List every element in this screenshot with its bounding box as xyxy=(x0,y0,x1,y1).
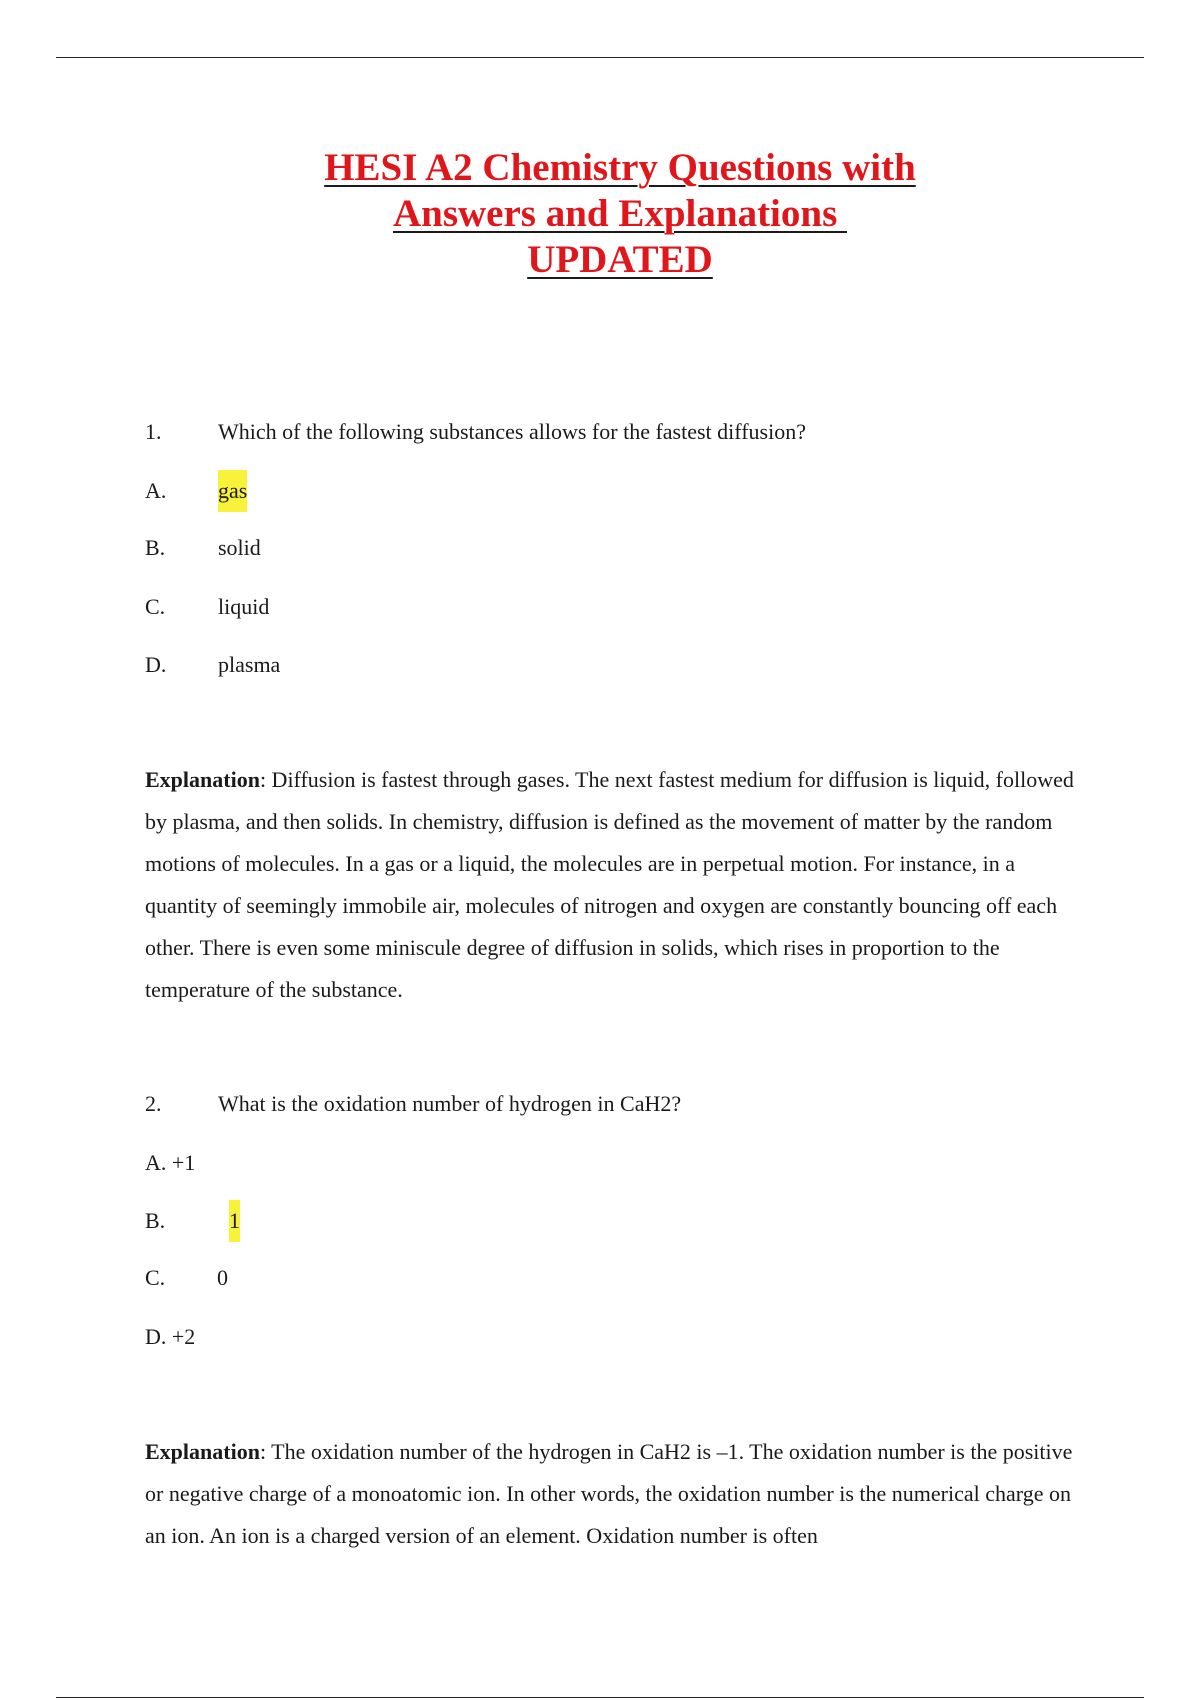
explanation-label: Explanation xyxy=(145,767,260,792)
option-d xyxy=(145,1316,195,1358)
explanation-label: Explanation xyxy=(145,1439,260,1464)
question-text: What is the oxidation number of hydrogen in CaH2? xyxy=(218,1091,682,1116)
option-text: liquid xyxy=(218,594,270,619)
option-letter: D. xyxy=(145,652,167,677)
top-rule xyxy=(56,57,1144,58)
option-a xyxy=(145,1142,195,1184)
option-letter: C. xyxy=(145,1265,166,1290)
explanation-text: : The oxidation number of the hydrogen in CaH2 is –1. The oxidation number is the positive or negative charge of a monoatomic ion. In other words, the oxidation number is the numerical charge on an ion. An ion is a charged version of an element. Oxidation number is often xyxy=(145,1439,1073,1548)
option-letter: A. xyxy=(145,478,167,503)
title-line-2: Answers and Explanations xyxy=(392,192,848,235)
option-text: plasma xyxy=(218,652,281,677)
explanation-1 xyxy=(145,759,1085,1011)
explanation-2 xyxy=(145,1431,1085,1557)
option-text: +2 xyxy=(171,1324,196,1349)
title-line-3: UPDATED xyxy=(527,238,713,281)
bottom-rule xyxy=(56,1697,1144,1698)
option-text: 0 xyxy=(217,1265,228,1290)
question-number: 2. xyxy=(145,1091,162,1116)
option-letter: D. xyxy=(145,1324,167,1349)
option-text-highlighted: 1 xyxy=(229,1200,240,1242)
option-letter: B. xyxy=(145,1208,166,1233)
option-text-highlighted: gas xyxy=(218,470,247,512)
option-letter: A. xyxy=(145,1150,167,1175)
title-line-1: HESI A2 Chemistry Questions with xyxy=(324,146,916,189)
question-text: Which of the following substances allows for the fastest diffusion? xyxy=(218,419,806,444)
question-number: 1. xyxy=(145,419,162,444)
explanation-text: : Diffusion is fastest through gases. The next fastest medium for diffusion is liquid, followed by plasma, and then solids. In chemistry, diffusion is defined as the movement of matter by the random motions of molecules. In a gas or a liquid, the molecules are in perpetual motion. For instance, in a quantity of seemingly immobile air, molecules of nitrogen and oxygen are constantly bouncing off each other. There is even some miniscule degree of diffusion in solids, which rises in proportion to the temperature of the substance. xyxy=(145,767,1074,1002)
option-letter: C. xyxy=(145,594,166,619)
option-letter: B. xyxy=(145,535,166,560)
document-title xyxy=(0,145,1200,283)
option-text: solid xyxy=(218,535,261,560)
option-text: +1 xyxy=(171,1150,196,1175)
